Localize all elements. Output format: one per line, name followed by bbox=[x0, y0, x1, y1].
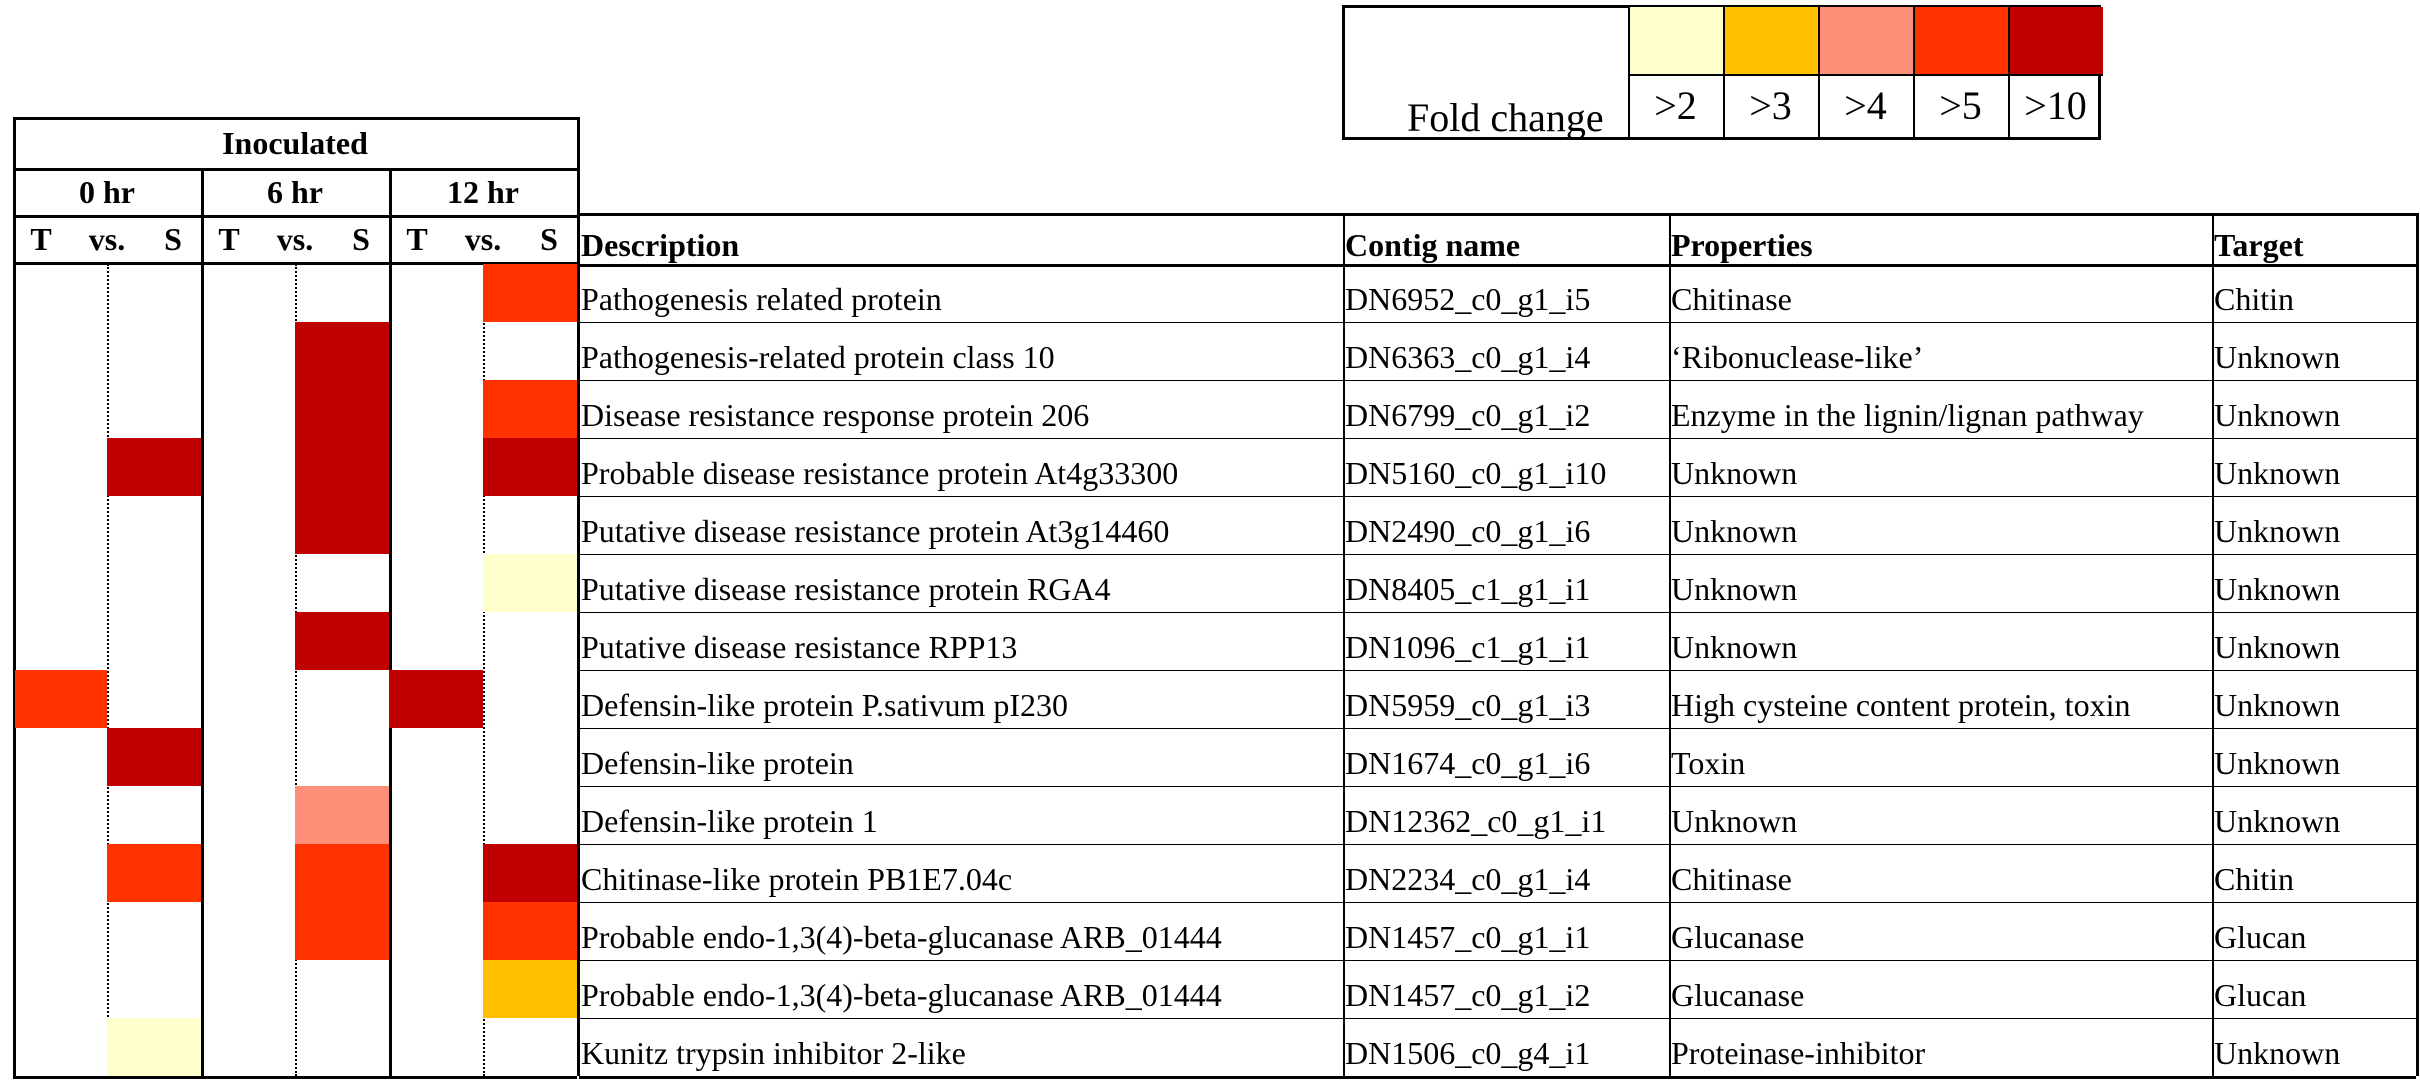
table-cell-description: Defensin-like protein P.sativum pI230 bbox=[581, 687, 1069, 723]
table-cell-properties: Unknown bbox=[1671, 629, 1798, 665]
table-cell-contig: DN5160_c0_g1_i10 bbox=[1345, 455, 1607, 491]
table-cell-contig: DN6363_c0_g1_i4 bbox=[1345, 339, 1591, 375]
heatmap-cell bbox=[15, 670, 107, 728]
heatmap-cell bbox=[483, 438, 577, 496]
subcol-label-vs: vs. bbox=[276, 220, 314, 257]
table-row-divider bbox=[579, 554, 2416, 555]
table-cell-description: Defensin-like protein bbox=[581, 745, 854, 781]
table-cell-contig: DN6952_c0_g1_i5 bbox=[1345, 281, 1591, 317]
table-cell-description: Putative disease resistance RPP13 bbox=[581, 629, 1018, 665]
table-cell-contig: DN1506_c0_g4_i1 bbox=[1345, 1035, 1591, 1071]
heatmap-cell bbox=[107, 728, 201, 786]
table-row-divider bbox=[579, 728, 2416, 729]
table-cell-properties: ‘Ribonuclease-like’ bbox=[1671, 339, 1924, 375]
timepoint-label: 0 hr bbox=[79, 173, 135, 210]
table-cell-contig: DN2490_c0_g1_i6 bbox=[1345, 513, 1591, 549]
table-cell-contig: DN12362_c0_g1_i1 bbox=[1345, 803, 1607, 839]
legend-swatch bbox=[1723, 7, 1818, 74]
table-cell-description: Chitinase-like protein PB1E7.04c bbox=[581, 861, 1013, 897]
table-column-divider bbox=[2416, 213, 2419, 1076]
table-cell-target: Unknown bbox=[2214, 803, 2341, 839]
table-cell-target: Unknown bbox=[2214, 571, 2341, 607]
table-cell-target: Glucan bbox=[2214, 977, 2307, 1013]
group-label: Inoculated bbox=[222, 124, 368, 161]
timepoint-divider bbox=[201, 168, 204, 1076]
table-cell-properties: Unknown bbox=[1671, 513, 1798, 549]
legend-swatch-label: >4 bbox=[1844, 82, 1887, 128]
table-cell-properties: Toxin bbox=[1671, 745, 1746, 781]
table-cell-description: Probable endo-1,3(4)-beta-glucanase ARB_01444 bbox=[581, 919, 1222, 955]
table-row-divider bbox=[579, 438, 2416, 439]
table-row-divider bbox=[579, 960, 2416, 961]
heatmap-border bbox=[577, 117, 580, 1076]
table-row-divider bbox=[579, 844, 2416, 845]
table-cell-target: Unknown bbox=[2214, 629, 2341, 665]
table-cell-properties: Unknown bbox=[1671, 571, 1798, 607]
heatmap-cell bbox=[483, 554, 577, 612]
table-cell-description: Pathogenesis related protein bbox=[581, 281, 942, 317]
table-cell-description: Disease resistance response protein 206 bbox=[581, 397, 1090, 433]
table-cell-properties: Proteinase-inhibitor bbox=[1671, 1035, 1926, 1071]
heatmap-cell bbox=[107, 438, 201, 496]
table-cell-contig: DN1674_c0_g1_i6 bbox=[1345, 745, 1591, 781]
table-cell-contig: DN1096_c1_g1_i1 bbox=[1345, 629, 1591, 665]
table-cell-properties: Chitinase bbox=[1671, 281, 1792, 317]
subcol-label-vs: vs. bbox=[464, 220, 502, 257]
heatmap-cell bbox=[483, 844, 577, 902]
table-cell-target: Chitin bbox=[2214, 861, 2295, 897]
table-row-divider bbox=[579, 380, 2416, 381]
heatmap-cell bbox=[295, 844, 389, 902]
table-cell-description: Pathogenesis-related protein class 10 bbox=[581, 339, 1055, 375]
legend-swatch-label: >2 bbox=[1654, 82, 1697, 128]
legend-divider bbox=[1628, 74, 2103, 76]
table-cell-description: Probable disease resistance protein At4g33300 bbox=[581, 455, 1179, 491]
table-row-divider bbox=[579, 322, 2416, 323]
table-cell-target: Unknown bbox=[2214, 1035, 2341, 1071]
table-cell-properties: Glucanase bbox=[1671, 919, 1805, 955]
table-row-divider bbox=[579, 786, 2416, 787]
heatmap-border bbox=[13, 1076, 577, 1079]
table-header-target: Target bbox=[2214, 226, 2304, 263]
heatmap-cell bbox=[107, 1018, 201, 1076]
table-cell-target: Unknown bbox=[2214, 339, 2341, 375]
subcol-label-vs: vs. bbox=[88, 220, 126, 257]
table-cell-description: Putative disease resistance protein RGA4 bbox=[581, 571, 1111, 607]
table-cell-properties: Glucanase bbox=[1671, 977, 1805, 1013]
heatmap-border bbox=[13, 117, 16, 1076]
table-header-description: Description bbox=[581, 226, 740, 263]
table-border bbox=[579, 213, 2416, 216]
table-cell-contig: DN6799_c0_g1_i2 bbox=[1345, 397, 1591, 433]
table-cell-description: Putative disease resistance protein At3g14460 bbox=[581, 513, 1170, 549]
legend-swatch-label: >3 bbox=[1749, 82, 1792, 128]
table-cell-contig: DN2234_c0_g1_i4 bbox=[1345, 861, 1591, 897]
table-cell-target: Glucan bbox=[2214, 919, 2307, 955]
legend-swatch bbox=[2008, 7, 2103, 74]
heatmap-cell bbox=[295, 438, 389, 496]
table-row-divider bbox=[579, 612, 2416, 613]
table-cell-properties: Enzyme in the lignin/lignan pathway bbox=[1671, 397, 2144, 433]
heatmap-cell bbox=[389, 670, 483, 728]
heatmap-cell bbox=[295, 380, 389, 438]
table-cell-target: Chitin bbox=[2214, 281, 2295, 317]
table-cell-target: Unknown bbox=[2214, 455, 2341, 491]
heatmap-cell bbox=[483, 380, 577, 438]
subcol-label-s: S bbox=[352, 220, 370, 257]
timepoint-divider bbox=[389, 168, 392, 1076]
subcol-label-s: S bbox=[540, 220, 558, 257]
heatmap-cell bbox=[107, 844, 201, 902]
table-cell-target: Unknown bbox=[2214, 745, 2341, 781]
table-cell-contig: DN5959_c0_g1_i3 bbox=[1345, 687, 1591, 723]
table-cell-description: Kunitz trypsin inhibitor 2-like bbox=[581, 1035, 966, 1071]
table-cell-description: Probable endo-1,3(4)-beta-glucanase ARB_01444 bbox=[581, 977, 1222, 1013]
heatmap-cell bbox=[295, 786, 389, 844]
table-cell-properties: Unknown bbox=[1671, 455, 1798, 491]
legend-label: Fold change bbox=[1407, 95, 1604, 140]
table-cell-target: Unknown bbox=[2214, 397, 2341, 433]
legend-swatch bbox=[1628, 7, 1723, 74]
legend-swatch bbox=[1818, 7, 1913, 74]
table-cell-contig: DN8405_c1_g1_i1 bbox=[1345, 571, 1591, 607]
table-cell-properties: High cysteine content protein, toxin bbox=[1671, 687, 2131, 723]
heatmap-cell bbox=[483, 264, 577, 322]
table-header-properties: Properties bbox=[1671, 226, 1813, 263]
table-cell-properties: Chitinase bbox=[1671, 861, 1792, 897]
table-header-contig: Contig name bbox=[1345, 226, 1521, 263]
table-cell-target: Unknown bbox=[2214, 687, 2341, 723]
legend-swatch bbox=[1913, 7, 2008, 74]
subcol-label-s: S bbox=[164, 220, 182, 257]
table-row-divider bbox=[579, 496, 2416, 497]
legend-swatch-label: >10 bbox=[2024, 82, 2087, 128]
table-cell-properties: Unknown bbox=[1671, 803, 1798, 839]
subcol-label-t: T bbox=[30, 220, 52, 257]
table-cell-contig: DN1457_c0_g1_i1 bbox=[1345, 919, 1591, 955]
subcol-label-t: T bbox=[406, 220, 428, 257]
table-row-divider bbox=[579, 670, 2416, 671]
subcol-label-t: T bbox=[218, 220, 240, 257]
heatmap-cell bbox=[483, 902, 577, 960]
heatmap-cell bbox=[295, 496, 389, 554]
table-row-divider bbox=[579, 1018, 2416, 1019]
timepoint-label: 12 hr bbox=[447, 173, 519, 210]
timepoint-label: 6 hr bbox=[267, 173, 323, 210]
legend-swatch-label: >5 bbox=[1939, 82, 1982, 128]
table-row-divider bbox=[579, 902, 2416, 903]
heatmap-cell bbox=[295, 902, 389, 960]
heatmap-cell bbox=[295, 612, 389, 670]
table-cell-contig: DN1457_c0_g1_i2 bbox=[1345, 977, 1591, 1013]
table-cell-description: Defensin-like protein 1 bbox=[581, 803, 878, 839]
pair-divider bbox=[107, 264, 109, 1076]
table-cell-target: Unknown bbox=[2214, 513, 2341, 549]
heatmap-cell bbox=[295, 322, 389, 380]
heatmap-cell bbox=[483, 960, 577, 1018]
